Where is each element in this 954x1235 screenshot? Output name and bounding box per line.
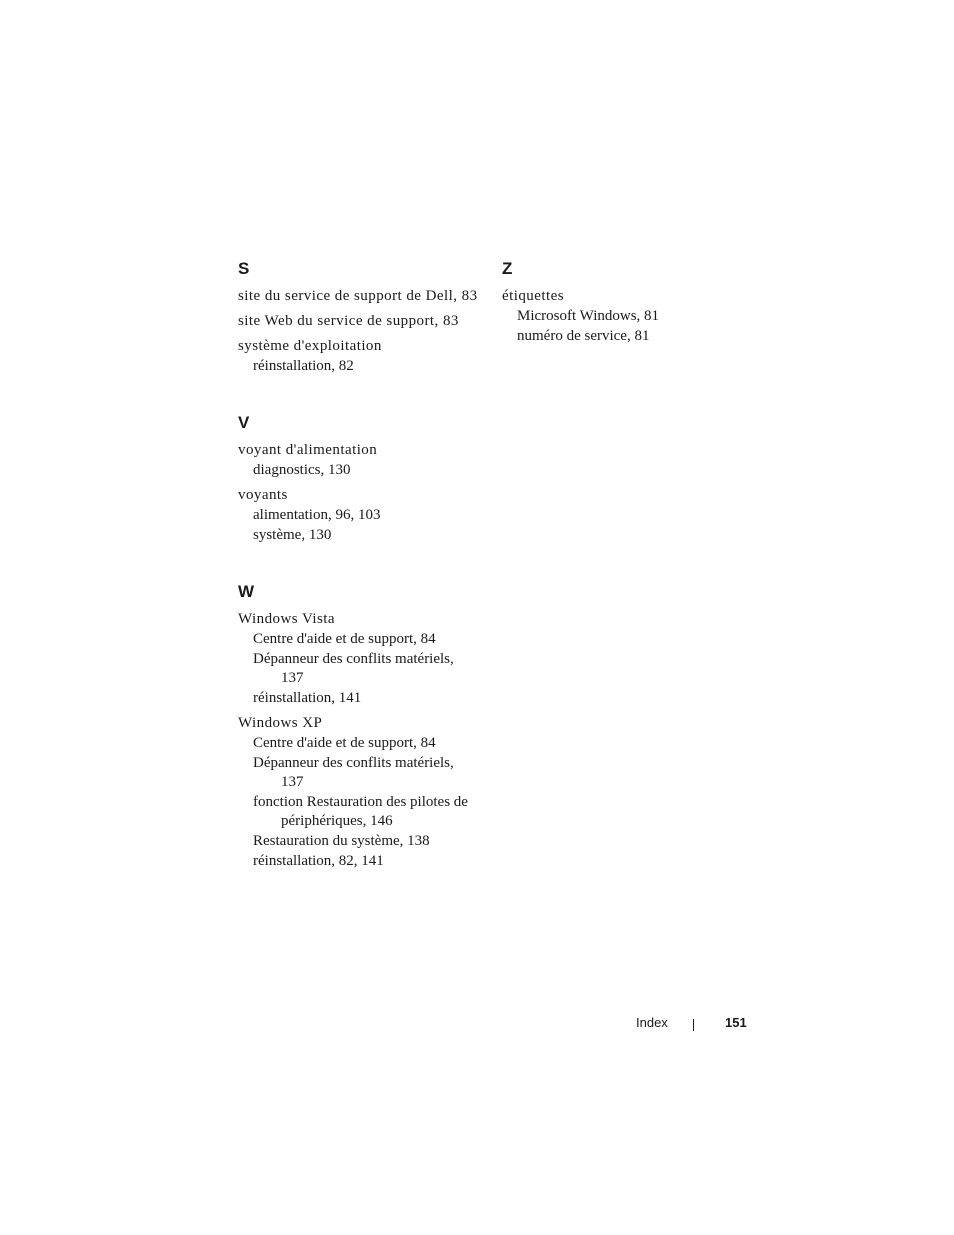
index-term: voyants <box>238 487 288 503</box>
index-term: Windows Vista <box>238 611 335 627</box>
page-number: 151 <box>725 1015 747 1030</box>
index-term: site Web du service de support, 83 <box>238 313 459 329</box>
index-term: voyant d'alimentation <box>238 442 378 458</box>
index-entry <box>238 337 478 376</box>
index-subterm: Centre d'aide et de support, 84 <box>253 735 436 751</box>
index-section <box>238 581 478 871</box>
section-letter: W <box>238 582 255 601</box>
index-entry <box>238 441 478 480</box>
index-subterm: Dépanneur des conflits matériels, 137 <box>253 651 454 686</box>
index-subterm: Restauration du système, 138 <box>253 833 430 849</box>
index-subterm: Dépanneur des conflits matériels, 137 <box>253 755 454 790</box>
index-term: système d'exploitation <box>238 338 382 354</box>
index-entry <box>238 610 478 708</box>
index-entry <box>502 287 742 346</box>
section-letter: V <box>238 413 250 432</box>
index-column-left <box>238 258 478 907</box>
index-subterm: réinstallation, 141 <box>253 690 362 706</box>
index-subterm: réinstallation, 82 <box>253 358 354 374</box>
index-section <box>238 412 478 545</box>
index-section <box>502 258 742 346</box>
index-entry <box>238 312 478 331</box>
index-entry <box>238 486 478 545</box>
index-subterm: numéro de service, 81 <box>517 328 650 344</box>
section-letter: S <box>238 259 250 278</box>
footer-separator <box>693 1019 694 1031</box>
index-term: Windows XP <box>238 715 323 731</box>
index-section <box>238 258 478 376</box>
index-subterm: alimentation, 96, 103 <box>253 507 381 523</box>
page-footer <box>620 1014 750 1034</box>
index-entry <box>238 287 478 306</box>
index-subterm: système, 130 <box>253 527 332 543</box>
index-entry <box>238 714 478 871</box>
index-term: site du service de support de Dell, 83 <box>238 288 478 304</box>
index-subterm: réinstallation, 82, 141 <box>253 853 384 869</box>
index-subterm: Microsoft Windows, 81 <box>517 308 660 324</box>
footer-section-label: Index <box>636 1015 668 1030</box>
section-letter: Z <box>502 259 513 278</box>
index-subterm: fonction Restauration des pilotes de périphériques, 146 <box>253 794 468 829</box>
index-subterm: diagnostics, 130 <box>253 462 351 478</box>
index-subterm: Centre d'aide et de support, 84 <box>253 631 436 647</box>
index-column-right <box>502 258 742 382</box>
index-term: étiquettes <box>502 288 564 304</box>
